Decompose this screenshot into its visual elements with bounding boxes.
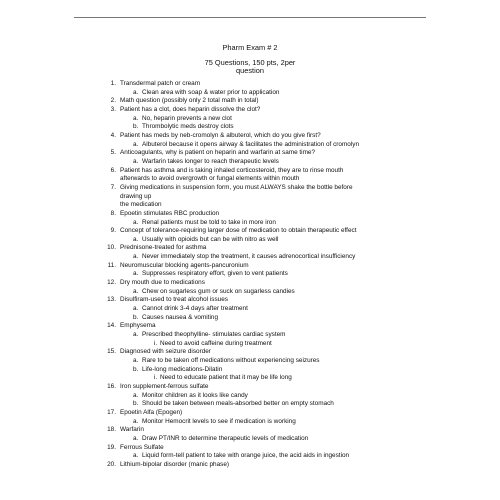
sub-item [133, 400, 417, 409]
sub-item [133, 114, 417, 124]
sub-item-text: Rare to be taken off medications without experiencing seizures [142, 357, 320, 364]
item-text-continuation: afterwards to avoid overgrowth or fungal elements within mouth [120, 175, 300, 183]
sub-list [120, 331, 417, 348]
sub-item-label: a. [133, 434, 139, 442]
sub-item-label: b. [133, 365, 139, 373]
item-text: Patient has asthma and is taking inhaled corticosteroid, they are to rinse mouth [120, 166, 344, 174]
sub-list [120, 115, 417, 132]
item-text-continuation: the medication [120, 201, 162, 209]
sub-list [120, 89, 417, 98]
item-number: 3. [110, 105, 116, 113]
sub-item-label: a. [133, 157, 139, 165]
sub-item [133, 123, 417, 132]
item-text: Iron supplement-ferrous sulfate [120, 382, 209, 390]
sub-item-label: a. [133, 218, 139, 226]
sub-sub-item [154, 374, 417, 383]
sub-sub-item-label: i. [154, 339, 158, 347]
sub-item [133, 270, 417, 279]
item-number: 7. [110, 183, 116, 191]
item-number: 9. [110, 227, 116, 235]
sub-list [120, 236, 417, 245]
item-number: 17. [107, 408, 116, 416]
item-number: 16. [107, 382, 116, 390]
sub-item-label: a. [133, 253, 139, 261]
sub-sub-item [154, 339, 417, 349]
item-number: 13. [107, 296, 116, 304]
sub-item-text: No, heparin prevents a new clot [142, 114, 232, 122]
sub-list [120, 270, 417, 279]
subtitle-line-1: 75 Questions, 150 pts, 2per [204, 57, 296, 67]
sub-item-text: Prescribed theophylline- stimulates cardiac system [142, 331, 286, 339]
item-text: Lithium-bipolar disorder (manic phase) [120, 460, 230, 468]
item-text: Prednisone-treated for asthma [120, 244, 207, 252]
item-number: 8. [110, 209, 116, 217]
list-item [112, 97, 417, 106]
sub-list [120, 158, 417, 167]
sub-item [133, 305, 417, 314]
sub-item-text: Monitor children as it looks like candy [142, 391, 248, 399]
item-text: Giving medications in suspension form, you must ALWAYS shake the bottle before [120, 183, 353, 191]
question-list [107, 80, 417, 470]
item-text: Neuromuscular blocking agents-pancuronium [120, 261, 249, 269]
list-item [112, 167, 417, 184]
item-text: Patient has a clot, does heparin dissolve the clot? [120, 105, 261, 113]
item-number: 14. [107, 322, 116, 330]
sub-item [133, 287, 417, 297]
sub-item-label: a. [133, 331, 139, 339]
sub-item [133, 253, 417, 262]
subtitle-line-2: question [236, 66, 264, 76]
sub-list [120, 219, 417, 228]
sub-list [120, 253, 417, 262]
sub-item [133, 313, 417, 323]
sub-item [133, 434, 417, 444]
sub-item-text: Causes nausea & vomiting [142, 313, 219, 321]
list-item [107, 322, 417, 348]
item-text: Epoetin Alfa (Epogen) [120, 408, 183, 416]
list-item [112, 184, 417, 210]
sub-item [133, 452, 417, 461]
item-text: Patient has meds by neb-cromolyn & albuterol, which do you give first? [120, 131, 321, 139]
sub-item-label: a. [133, 357, 139, 364]
list-item [107, 348, 417, 383]
sub-list [120, 357, 417, 383]
item-number: 1. [110, 80, 116, 87]
list-item [107, 408, 417, 426]
sub-item-label: a. [133, 417, 139, 425]
sub-item [133, 140, 417, 150]
sub-list [120, 288, 417, 297]
list-item [112, 149, 417, 166]
list-item [112, 106, 417, 132]
sub-item [133, 88, 417, 98]
sub-list [120, 305, 417, 322]
sub-item-text: Albuterol because it opens airway & facilitates the administration of cromolyn [142, 140, 360, 148]
sub-item-text: Liquid form-tell patient to take with orange juice, the acid aids in ingestion [142, 452, 350, 460]
sub-item-label: a. [133, 140, 139, 148]
item-text: Epoetin stimulates RBC production [120, 209, 220, 217]
sub-sub-item-text: Need to avoid caffeine during treatment [160, 339, 272, 347]
sub-sub-list [142, 340, 417, 349]
list-item [112, 80, 417, 97]
sub-item [133, 218, 417, 228]
top-divider [74, 17, 426, 18]
sub-item [133, 417, 417, 427]
sub-sub-item-label: i. [154, 374, 158, 382]
sub-item-label: a. [133, 287, 139, 295]
item-text: Emphysema [120, 322, 156, 330]
sub-item-label: b. [133, 123, 139, 131]
sub-item-text: Never immediately stop the treatment, it causes adrenocortical insufficiency [142, 253, 356, 261]
sub-item-text: Warfarin takes longer to reach therapeutic levels [142, 157, 279, 165]
item-text: Warfarin [120, 426, 144, 434]
sub-item-text: Suppresses respiratory effort, given to vent patients [142, 270, 288, 278]
sub-item [133, 157, 417, 167]
item-number: 20. [107, 460, 116, 468]
item-number: 15. [107, 348, 116, 356]
item-text: Concept of tolerance-requiring larger dose of medication to obtain therapeutic effect [120, 227, 357, 235]
page-title: Pharm Exam # 2 [222, 43, 278, 52]
sub-item [133, 357, 417, 366]
item-text: Disulfiram-used to treat alcohol issues [120, 296, 228, 304]
item-text: Transdermal patch or cream [120, 80, 201, 87]
sub-item-text: Cannot drink 3-4 days after treatment [142, 305, 248, 313]
sub-item-text: Clean area with soap & water prior to application [142, 88, 280, 96]
document-header [0, 44, 500, 76]
sub-item-label: a. [133, 391, 139, 399]
sub-list [120, 392, 417, 409]
sub-item-text: Thrombolytic meds destroy clots [142, 123, 234, 131]
sub-item-label: a. [133, 452, 139, 460]
list-item [112, 227, 417, 244]
sub-list [120, 452, 417, 461]
sub-item-text: Usually with opioids but can be with nitro as well [142, 235, 279, 243]
list-item [107, 296, 417, 322]
item-number: 2. [110, 97, 116, 105]
sub-item-text: Life-long medications-Dilatin [142, 365, 223, 373]
sub-item-text: Draw PT/INR to determine therapeutic levels of medication [142, 434, 309, 442]
sub-list [120, 141, 417, 150]
sub-item-label: a. [133, 88, 139, 96]
item-number: 5. [110, 149, 116, 157]
item-number: 11. [107, 261, 116, 269]
sub-item-label: b. [133, 400, 139, 408]
sub-item-label: a. [133, 305, 139, 313]
sub-item [133, 391, 417, 401]
item-text-continuation: drawing up [120, 192, 152, 200]
list-item [107, 443, 417, 461]
sub-item-text: Monitor Hemocrit levels to see if medication is working [142, 417, 296, 425]
sub-item-label: a. [133, 270, 139, 278]
sub-item [133, 235, 417, 245]
item-number: 12. [107, 279, 116, 287]
sub-item-label: b. [133, 313, 139, 321]
list-item [107, 244, 417, 261]
sub-list [120, 418, 417, 427]
item-number: 19. [107, 443, 116, 451]
item-number: 4. [110, 131, 116, 139]
list-item [107, 426, 417, 443]
item-text: Diagnosed with seizure disorder [120, 348, 211, 356]
sub-item-label: a. [133, 235, 139, 243]
item-number: 18. [107, 426, 116, 434]
sub-sub-item-text: Need to educate patient that it may be life long [160, 374, 292, 382]
sub-item-text: Renal patients must be told to take in more iron [142, 218, 276, 226]
item-number: 10. [107, 244, 116, 252]
list-item [107, 382, 417, 409]
item-text: Dry mouth due to medications [120, 279, 205, 287]
list-item [107, 261, 417, 279]
sub-item [133, 365, 417, 383]
sub-list [120, 435, 417, 444]
sub-sub-list [142, 374, 417, 383]
list-item [112, 210, 417, 227]
sub-item [133, 331, 417, 348]
list-item [112, 132, 417, 149]
list-item [107, 279, 417, 296]
item-text: Ferrous Sulfate [120, 443, 164, 451]
item-text: Math question (possibly only 2 total math in total) [120, 97, 259, 105]
item-text: Anticoagulants, why is patient on heparin and warfarin at same time? [120, 149, 316, 157]
sub-item-text: Chew on sugarless gum or suck on sugarless candies [142, 287, 295, 295]
list-item [107, 460, 417, 470]
sub-item-label: a. [133, 114, 139, 122]
sub-item-text: Should be taken between meals-absorbed better on empty stomach [142, 400, 334, 408]
item-number: 6. [110, 166, 116, 174]
